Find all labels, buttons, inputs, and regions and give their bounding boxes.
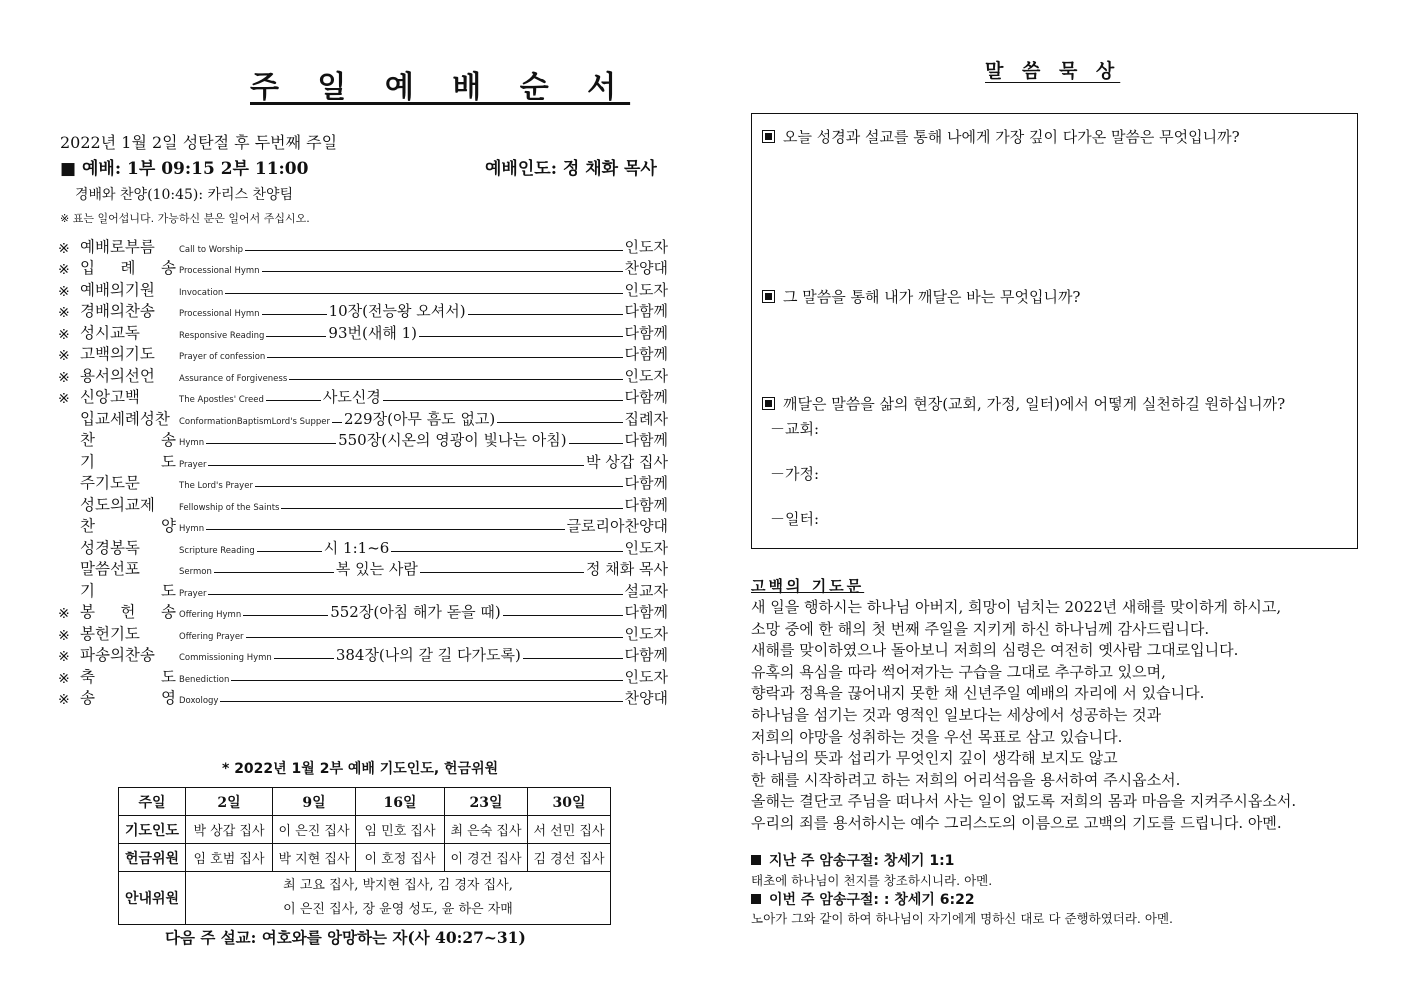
duty-header-cell: 16일 — [356, 788, 445, 816]
order-item-name: 고백의기도 — [80, 345, 155, 363]
square-bullet-icon — [762, 290, 775, 303]
order-item-detail: 93번(새해 1) — [328, 323, 417, 342]
verse-heading-text: 지난 주 암송구절: 창세기 1:1 — [769, 853, 955, 869]
order-item-name: 주기도문 — [80, 474, 140, 492]
order-item-person: 찬양대 — [624, 689, 668, 707]
leader-line — [419, 336, 623, 337]
order-item-name: 기 도 — [80, 452, 176, 471]
confession-line: 소망 중에 한 해의 첫 번째 주일을 지키게 하신 하나님께 감사드립니다. — [751, 619, 1210, 638]
leader-line — [206, 443, 336, 444]
confession-prayer — [751, 597, 1371, 835]
order-item-person: 글로리아찬양대 — [566, 517, 668, 535]
order-item — [58, 450, 668, 472]
order-item — [58, 579, 668, 601]
service-times-value: 1부 09:15 2부 11:00 — [127, 159, 309, 179]
order-item-detail: 복 있는 사람 — [335, 560, 418, 578]
order-item-name: 파송의찬송 — [80, 646, 155, 664]
service-date: 2022년 1월 2일 성탄절 후 두번째 주일 — [60, 133, 338, 152]
leader-line — [497, 422, 622, 423]
next-sermon: 다음 주 설교: 여호와를 앙망하는 자(사 40:27~31) — [165, 928, 526, 947]
confession-line: 우리의 죄를 용서하시는 예수 그리스도의 이름으로 고백의 기도를 드립니다. 아멘. — [751, 813, 1282, 832]
duty-header-row — [119, 788, 611, 816]
duty-header-cell: 2일 — [186, 788, 273, 816]
leader-line — [231, 680, 622, 681]
order-item-english: Call to Worship — [179, 244, 243, 255]
confession-line: 새해를 맞이하였으나 돌아보니 저희의 심령은 여전히 옛사람 그대로입니다. — [751, 641, 1239, 660]
order-item-name: 말씀선포 — [80, 560, 140, 578]
duty-cell: 이 경건 집사 — [445, 844, 528, 872]
meditation-box — [751, 113, 1358, 549]
order-item — [58, 407, 668, 429]
leader-line — [281, 508, 622, 509]
confession-line: 하나님의 뜻과 섭리가 무엇인지 깊이 생각해 보지도 않고 — [751, 749, 1118, 768]
order-item-name: 찬 송 — [80, 431, 176, 449]
order-item-detail: 552장(아침 해가 돋을 때) — [330, 603, 501, 621]
order-item — [58, 257, 668, 279]
order-item-english: Commissioning Hymn — [179, 653, 272, 663]
duty-table-caption: * 2022년 1월 2부 예배 기도인도, 헌금위원 — [222, 761, 499, 777]
order-item-person: 다함께 — [624, 431, 668, 449]
ushers-line: 이 은진 집사, 장 윤영 성도, 윤 하은 자매 — [283, 902, 513, 917]
confession-line: 올해는 결단코 주님을 떠나서 사는 일이 없도록 저희의 몸과 마음을 지켜주시옵소서. — [751, 792, 1297, 811]
order-item — [58, 665, 668, 687]
leader-line — [214, 572, 334, 573]
black-square-icon — [751, 894, 761, 904]
order-item — [58, 536, 668, 558]
order-item-english: Prayer of confession — [179, 352, 266, 362]
duty-row-prayer — [119, 816, 611, 844]
confession-line: 하나님을 섬기는 것과 영적인 일보다는 세상에서 성공하는 것과 — [751, 705, 1162, 724]
order-item-person: 다함께 — [624, 495, 668, 514]
duty-row-label: 헌금위원 — [119, 844, 186, 872]
black-square-icon — [751, 855, 761, 865]
order-item-name: 봉헌기도 — [80, 624, 140, 643]
leader-line — [391, 551, 622, 552]
last-week-verse-heading — [751, 850, 954, 870]
order-item — [58, 364, 668, 386]
order-item-english: The Lord's Prayer — [179, 481, 253, 491]
order-item-name: 경배의찬송 — [80, 302, 155, 320]
order-item-person: 다함께 — [624, 388, 668, 406]
stand-mark: ※ — [58, 670, 70, 687]
duty-header-cell: 23일 — [445, 788, 528, 816]
leader-line — [274, 658, 334, 659]
standing-note: ※ 표는 일어섭니다. 가능하신 분은 일어서 주십시오. — [60, 212, 310, 225]
duty-cell: 최 은숙 집사 — [445, 816, 528, 844]
duty-row-label: 기도인도 — [119, 816, 186, 844]
leader-line — [246, 637, 623, 638]
order-item-english: Invocation — [179, 287, 224, 298]
order-item-name: 예배로부름 — [80, 237, 155, 256]
duty-table — [118, 787, 611, 925]
order-item-english: The Apostles' Creed — [179, 395, 264, 405]
order-item — [58, 493, 668, 515]
order-item-detail: 550장(시온의 영광이 빛나는 아침) — [338, 431, 567, 449]
leader-line — [208, 594, 622, 595]
order-item-english: Processional Hymn — [179, 266, 260, 276]
service-times — [60, 154, 308, 179]
stand-mark: ※ — [58, 283, 70, 300]
leader-line — [420, 572, 584, 573]
order-item — [58, 601, 668, 623]
duty-cell: 이 호정 집사 — [356, 844, 445, 872]
order-item-name: 성도의교제 — [80, 495, 155, 514]
order-item-english: Assurance of Forgiveness — [179, 373, 288, 384]
duty-cell: 박 상갑 집사 — [186, 816, 273, 844]
service-prefix: ■ 예배: — [60, 159, 122, 179]
meditation-title: 말 씀 묵 상 — [985, 60, 1121, 82]
leader-line — [208, 465, 584, 466]
order-item-english: Hymn — [179, 438, 205, 448]
order-of-service — [58, 235, 668, 708]
stand-mark: ※ — [58, 305, 70, 321]
order-item — [58, 343, 668, 365]
last-week-verse-text: 태초에 하나님이 천지를 창조하시니라. 아멘. — [751, 873, 993, 888]
question-text: 그 말씀을 통해 내가 깨달은 바는 무엇입니까? — [783, 288, 1081, 306]
confession-line: 향락과 정욕을 끊어내지 못한 채 신년주일 예배의 자리에 서 있습니다. — [751, 684, 1205, 703]
worship-leader: 예배인도: 정 채화 목사 — [485, 159, 657, 179]
order-item-name: 예배의기원 — [80, 280, 155, 299]
order-item — [58, 278, 668, 300]
order-item-person: 다함께 — [624, 474, 668, 492]
stand-mark: ※ — [58, 369, 70, 386]
leader-line — [523, 658, 623, 659]
leader-line — [225, 293, 622, 294]
stand-mark: ※ — [58, 692, 70, 708]
leader-line — [206, 529, 564, 530]
duty-cell: 임 호범 집사 — [186, 844, 273, 872]
order-item-english: Scripture Reading — [179, 545, 255, 556]
leader-line — [266, 336, 326, 337]
order-item-english: Prayer — [179, 459, 207, 470]
ushers-cell — [186, 872, 611, 925]
leader-line — [383, 400, 623, 401]
order-item — [58, 558, 668, 580]
leader-line — [569, 443, 623, 444]
order-item-name: 입교세례성찬 — [80, 409, 170, 428]
stand-mark: ※ — [58, 348, 70, 364]
confession-line: 새 일을 행하시는 하나님 아버지, 희망이 넘치는 2022년 새해를 맞이하게 하시고, — [751, 598, 1282, 616]
page-title: 주 일 예 배 순 서 — [250, 70, 631, 105]
duty-header-cell: 9일 — [273, 788, 356, 816]
verse-heading-text: 이번 주 암송구절: : 창세기 6:22 — [769, 892, 975, 908]
order-item-detail: 229장(아무 흠도 없고) — [343, 409, 496, 428]
order-item-english: ConformationBaptismLord's Supper — [179, 416, 330, 427]
duty-row-offering — [119, 844, 611, 872]
duty-header-cell: 30일 — [528, 788, 611, 816]
leader-line — [220, 701, 622, 702]
square-bullet-icon — [762, 397, 775, 410]
order-item-person: 다함께 — [624, 302, 668, 320]
this-week-verse-text: 노아가 그와 같이 하여 하나님이 자기에게 명하신 대로 다 준행하였더라. 아멘. — [751, 911, 1174, 926]
order-item — [58, 644, 668, 666]
order-item-detail: 사도신경 — [322, 388, 381, 406]
leader-line — [267, 357, 622, 358]
meditation-question-2 — [762, 286, 1080, 307]
stand-mark: ※ — [58, 240, 70, 257]
answer-work: －일터: — [770, 510, 820, 528]
order-item — [58, 687, 668, 709]
duty-header-cell: 주일 — [119, 788, 186, 816]
leader-line — [245, 250, 623, 251]
stand-mark: ※ — [58, 326, 70, 343]
order-item-detail: 384장(나의 갈 길 다가도록) — [335, 646, 521, 664]
order-item-person: 인도자 — [624, 366, 668, 385]
order-item-person: 인도자 — [624, 538, 668, 557]
order-item — [58, 622, 668, 644]
order-item-name: 송 영 — [80, 689, 176, 707]
leader-line — [468, 314, 623, 315]
order-item-person: 다함께 — [624, 323, 668, 342]
order-item-person: 찬양대 — [624, 259, 668, 277]
leader-line — [266, 400, 321, 401]
question-text: 깨달은 말씀을 삶의 현장(교회, 가정, 일터)에서 어떻게 실천하길 원하십니까? — [783, 395, 1286, 413]
leader-line — [262, 271, 623, 272]
order-item-detail: 10장(전능왕 오셔서) — [328, 302, 466, 320]
confession-line: 한 해를 시작하려고 하는 저희의 어리석음을 용서하여 주시옵소서. — [751, 770, 1181, 789]
question-text: 오늘 성경과 설교를 통해 나에게 가장 깊이 다가온 말씀은 무엇입니까? — [783, 128, 1240, 146]
this-week-verse-heading — [751, 889, 975, 909]
confession-title: 고백의 기도문 — [751, 577, 865, 595]
duty-cell: 김 경선 집사 — [528, 844, 611, 872]
duty-cell: 이 은진 집사 — [273, 816, 356, 844]
order-item-person: 인도자 — [624, 667, 668, 686]
leader-line — [243, 615, 328, 616]
leader-line — [257, 551, 322, 552]
order-item-english: Responsive Reading — [179, 330, 265, 341]
order-item-name: 용서의선언 — [80, 366, 155, 385]
order-item — [58, 235, 668, 257]
leader-line — [332, 422, 342, 423]
duty-cell: 임 민호 집사 — [356, 816, 445, 844]
order-item-name: 찬 양 — [80, 517, 176, 535]
order-item-english: Processional Hymn — [179, 309, 260, 319]
order-item — [58, 300, 668, 322]
confession-line: 저희의 야망을 성취하는 것을 우선 목표로 삼고 있습니다. — [751, 727, 1123, 746]
duty-cell: 서 선민 집사 — [528, 816, 611, 844]
order-item — [58, 386, 668, 408]
order-item-person: 인도자 — [624, 624, 668, 643]
order-item-english: Offering Prayer — [179, 631, 244, 642]
duty-row-label: 안내위원 — [119, 872, 186, 925]
order-item — [58, 515, 668, 537]
order-item-name: 봉 헌 송 — [80, 603, 176, 621]
duty-row-ushers — [119, 872, 611, 925]
order-item-english: Sermon — [179, 567, 212, 577]
leader-line — [503, 615, 623, 616]
duty-cell: 박 지현 집사 — [273, 844, 356, 872]
praise-time: 경배와 찬양(10:45): 카리스 찬양팀 — [75, 187, 294, 203]
leader-line — [289, 379, 622, 380]
confession-line: 유혹의 욕심을 따라 썩어져가는 구습을 그대로 추구하고 있으며, — [751, 662, 1166, 681]
order-item-person: 다함께 — [624, 646, 668, 664]
order-item-detail: 시 1:1~6 — [323, 538, 390, 557]
ushers-line: 최 고요 집사, 박지현 집사, 김 경자 집사, — [283, 878, 513, 893]
order-item-name: 축 도 — [80, 667, 176, 686]
stand-mark: ※ — [58, 262, 70, 278]
order-item — [58, 472, 668, 494]
order-item-english: Fellowship of the Saints — [179, 502, 280, 513]
order-item-english: Hymn — [179, 524, 205, 534]
order-item-name: 성경봉독 — [80, 538, 140, 557]
order-item-name: 입 례 송 — [80, 259, 176, 277]
order-item — [58, 321, 668, 343]
leader-line — [262, 314, 327, 315]
meditation-question-1 — [762, 126, 1240, 147]
stand-mark: ※ — [58, 627, 70, 644]
leader-line — [255, 486, 623, 487]
order-item-person: 집례자 — [624, 409, 668, 428]
square-bullet-icon — [762, 130, 775, 143]
order-item-person: 정 채화 목사 — [586, 560, 668, 578]
order-item-person: 다함께 — [624, 345, 668, 363]
order-item-name: 성시교독 — [80, 323, 140, 342]
order-item-english: Prayer — [179, 588, 207, 599]
order-item-person: 박 상갑 집사 — [586, 452, 668, 471]
stand-mark: ※ — [58, 391, 70, 407]
meditation-question-3 — [762, 393, 1285, 414]
order-item-english: Benediction — [179, 674, 230, 685]
order-item-person: 다함께 — [624, 603, 668, 621]
order-item-english: Offering Hymn — [179, 610, 242, 620]
answer-home: －가정: — [770, 465, 820, 483]
order-item-name: 신앙고백 — [80, 388, 140, 406]
order-item-person: 설교자 — [624, 581, 668, 600]
order-item-person: 인도자 — [624, 237, 668, 256]
order-item-english: Doxology — [179, 696, 219, 706]
order-item-person: 인도자 — [624, 280, 668, 299]
stand-mark: ※ — [58, 649, 70, 665]
answer-church: －교회: — [770, 420, 820, 438]
order-item — [58, 429, 668, 451]
stand-mark: ※ — [58, 606, 70, 622]
order-item-name: 기 도 — [80, 581, 176, 600]
